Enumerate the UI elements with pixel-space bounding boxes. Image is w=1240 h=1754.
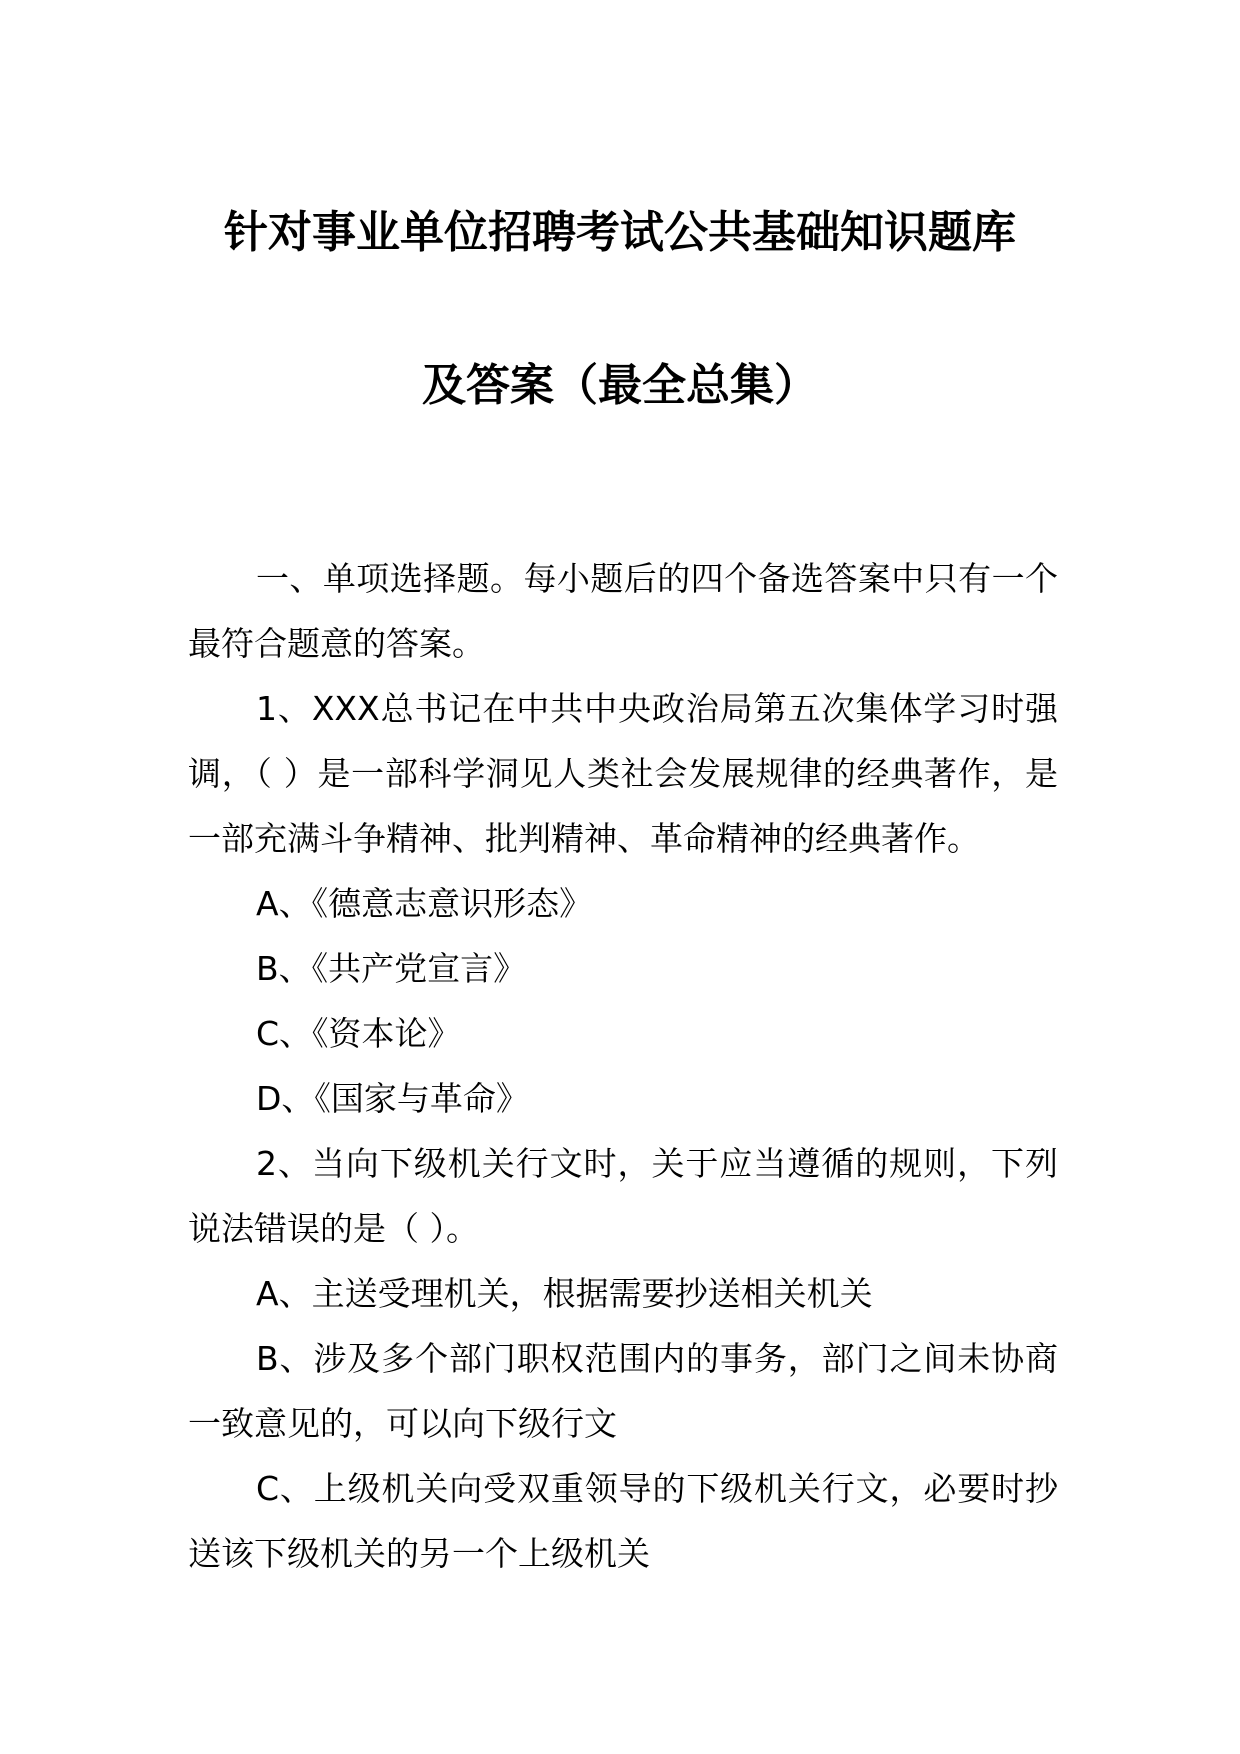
document-body (188, 546, 1058, 1586)
question-2-option-c: C、上级机关向受双重领导的下级机关行文，必要时抄送该下级机关的另一个上级机关 (188, 1469, 1058, 1573)
question-1-stem: 1、XXX总书记在中共中央政治局第五次集体学习时强调，（ ）是一部科学洞见人类社会发展规律的经典著作，是一部充满斗争精神、批判精神、革命精神的经典著作。 (188, 689, 1058, 858)
question-1-option-b: B、《共产党宣言》 (256, 949, 527, 988)
question-1-option-c: C、《资本论》 (256, 1014, 461, 1053)
document-title-line-2: 及答案（最全总集） (422, 360, 818, 411)
question-2-stem: 2、当向下级机关行文时，关于应当遵循的规则，下列说法错误的是（ ）。 (188, 1144, 1058, 1248)
question-1-option-d: D、《国家与革命》 (256, 1079, 529, 1118)
question-2-option-a: A、主送受理机关，根据需要抄送相关机关 (256, 1274, 873, 1313)
document-title-line-1: 针对事业单位招聘考试公共基础知识题库 (224, 207, 1016, 258)
section-intro: 一、单项选择题。每小题后的四个备选答案中只有一个最符合题意的答案。 (188, 559, 1058, 663)
question-2-option-b: B、涉及多个部门职权范围内的事务，部门之间未协商一致意见的，可以向下级行文 (188, 1339, 1058, 1443)
question-1-option-a: A、《德意志意识形态》 (256, 884, 593, 923)
